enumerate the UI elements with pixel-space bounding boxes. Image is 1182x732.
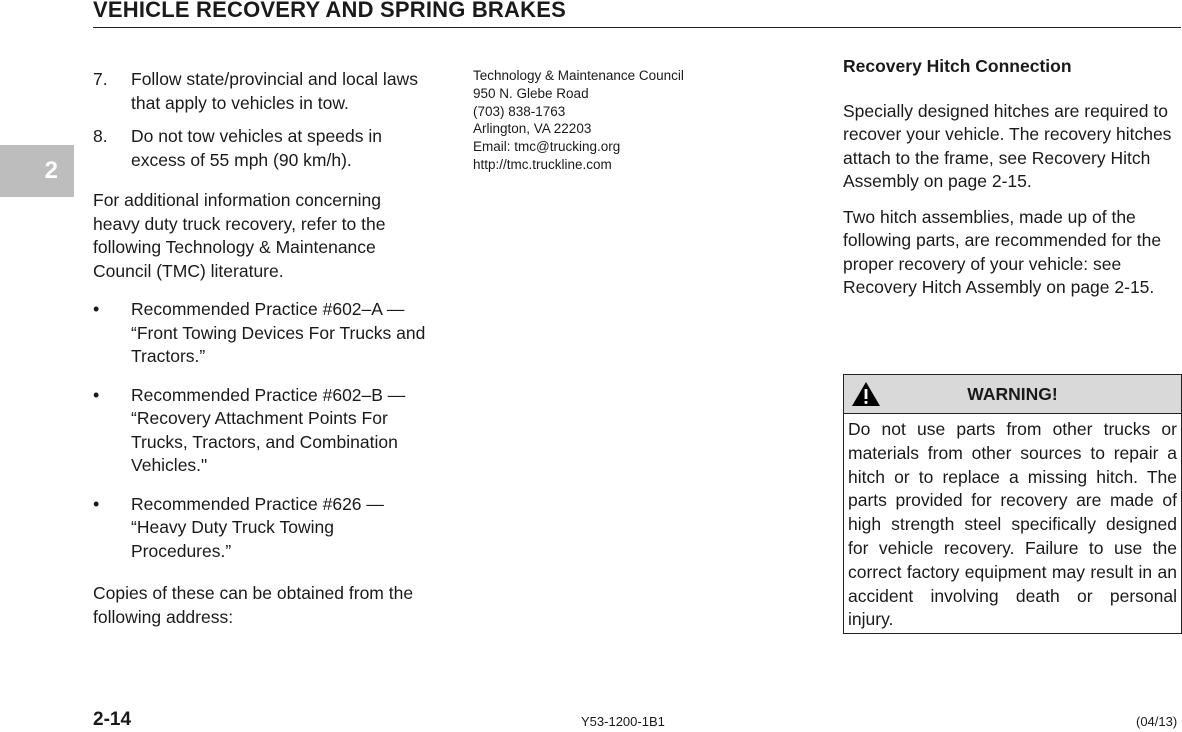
right-column xyxy=(843,55,1182,312)
page-number: 2-14 xyxy=(93,709,132,730)
address-line: Arlington, VA 22203 xyxy=(473,121,592,137)
warning-triangle-icon xyxy=(851,381,881,407)
list-number: 7. xyxy=(93,69,108,89)
title-divider xyxy=(93,27,1181,28)
warning-title: WARNING! xyxy=(967,383,1058,404)
bullet-icon: • xyxy=(93,299,100,319)
bullet-item xyxy=(93,384,428,478)
address-url[interactable]: http://tmc.truckline.com xyxy=(473,156,612,172)
address-line: (703) 838-1763 xyxy=(473,103,566,119)
list-text: Follow state/provincial and local laws that apply to vehicles in tow. xyxy=(131,69,418,113)
list-text: Do not tow vehicles at speeds in excess of 55 mph (90 km/h). xyxy=(131,126,382,170)
bullet-item xyxy=(93,493,428,564)
warning-text: Do not use parts from other trucks or materials from other sources to repair a hitch or to replace a missing hitch. The parts provided for recovery are made of high strength steel specifically designed for vehicle recovery. Failure to use the correct factory equipment may result in an accident involving death or personal injury. xyxy=(848,419,1177,630)
bullet-icon: • xyxy=(93,493,100,514)
address-line: 950 N. Glebe Road xyxy=(473,85,589,101)
section-heading: Recovery Hitch Connection xyxy=(843,56,1072,76)
chapter-tab: 2 xyxy=(0,145,74,197)
bullet-item xyxy=(93,298,428,369)
left-column xyxy=(93,68,428,629)
list-item xyxy=(93,125,428,172)
outro-paragraph: Copies of these can be obtained from the following address: xyxy=(93,583,414,627)
paragraph: Two hitch assemblies, made up of the following parts, are recommended for the proper recovery of your vehicle: see Recovery Hitch Assembly on page 2-15. xyxy=(843,206,1162,297)
address-line: Technology & Maintenance Council xyxy=(473,68,684,83)
intro-paragraph: For additional information concerning heavy duty truck recovery, refer to the following Technology & Maintenance Council (TMC) literature. xyxy=(93,190,386,281)
warning-header xyxy=(844,375,1181,414)
revision-date: (04/13) xyxy=(1136,714,1178,729)
bullet-icon: • xyxy=(93,384,100,405)
document-code: Y53-1200-1B1 xyxy=(581,714,665,729)
list-number: 8. xyxy=(93,126,108,146)
bullet-text: Recommended Practice #626 — “Heavy Duty Truck Towing Procedures.” xyxy=(131,493,384,561)
address-email[interactable]: Email: tmc@trucking.org xyxy=(473,139,621,155)
paragraph: Specially designed hitches are required to recover your vehicle. The recovery hitches attach to the frame, see Recovery Hitch Assembly on page 2-15. xyxy=(843,100,1172,191)
page-title: VEHICLE RECOVERY AND SPRING BRAKES xyxy=(93,0,566,22)
bullet-text: Recommended Practice #602–A — “Front Towing Devices For Trucks and Tractors.” xyxy=(131,299,426,366)
warning-box xyxy=(843,374,1182,634)
address-block xyxy=(473,67,803,174)
list-item xyxy=(93,68,428,115)
bullet-text: Recommended Practice #602–B — “Recovery Attachment Points For Trucks, Tractors, and Combination Vehicles." xyxy=(131,384,406,475)
